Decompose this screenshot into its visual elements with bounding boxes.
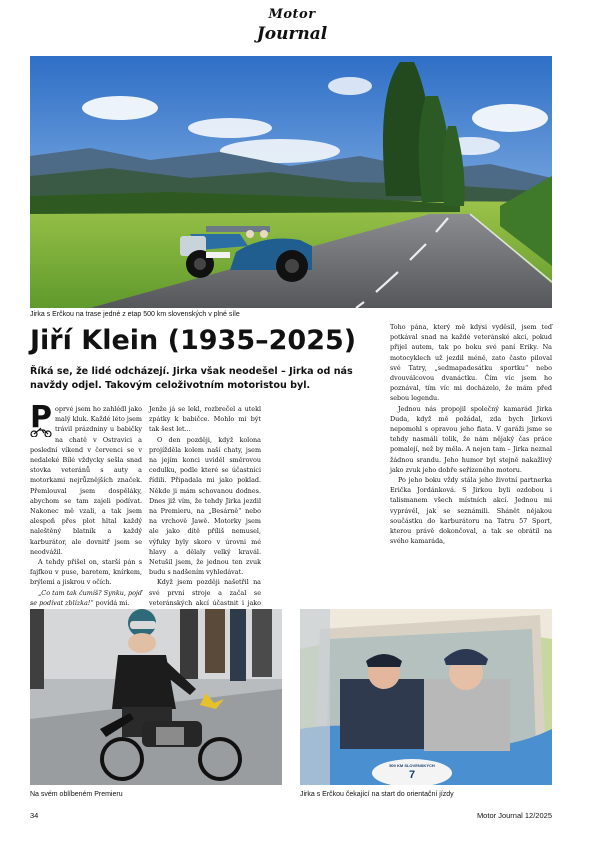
logo-line-1: Motor: [268, 7, 316, 22]
bottom-right-photo: [300, 609, 552, 785]
top-photo-caption: Jirka s Erčkou na trase jedné z etap 500 km slovenských v plné síle: [30, 311, 240, 318]
col2-paragraph: Jenže já se lekl, rozbrečel a utekl zpátky k babičce. Mohlo mi být tak šest let...: [149, 405, 261, 434]
motorcycle-icon: [30, 427, 52, 437]
col2-paragraph: O den později, když kolona projížděla kolem naší chaty, jsem na jejím konci uviděl směrovou cedulku, podle které se účastníci řídili. Připadala mi jako poklad. Někde ji mám schovanou dodnes. Dnes již vím, že tehdy Jirka jezdil na Premieru, na „Besárně“ nebo na vrchově Jawě. Motorky jsem ale jako dítě příliš nemusel, výfuky byly skoro v úrovni mé hlavy a dělaly velký kravál. Netušil jsem, že jednou ten zvuk budu s nadšením vyhledávat.: [149, 435, 261, 577]
rally-plate-text: 500 KM SLOVENSKÝCH: [389, 763, 435, 768]
couple-in-car-illustration: [300, 609, 552, 785]
col1-paragraph: oprvé jsem ho zahlédl jako malý kluk. Každé léto jsem trávil prázdniny u babičky na chatě v Ostravici a poslední víkend v červenci se v nedaleké Bílé vždycky sešla snad stovka veteránů s auty a motorkami nejrůznějších značek. Přemlouval jsem dospěláky, abychom se tam zajeli podívat. Nakonec mě vzali, a tak jsem alespoň přes plot hltal každý naleštěný blatník a každý karburátor, ale dovnitř jsem se neodvážil.: [30, 405, 142, 556]
article-title: Jiří Klein (1935–2025): [30, 325, 357, 356]
article-column-2: [149, 404, 261, 628]
bottom-left-photo: [30, 609, 282, 785]
rider-on-motorcycle-illustration: [30, 609, 282, 785]
logo-line-2: Journal: [256, 24, 328, 44]
top-photo-illustration: [30, 56, 552, 308]
issue-label: Motor Journal 12/2025: [476, 811, 552, 820]
col3-paragraph: Po jeho boku vždy stála jeho životní partnerka Erička Jordánková. S Jirkou byli ozdobou i talismanem všech místních akcí. Jednou mi vyprávěl, jak se seznámili. Shánět nějakou součástku do karburátoru na Tatru 57 Sport, kterou právě dokončoval, a tak se obrátil na svého kamaráda,: [390, 476, 552, 546]
col3-paragraph: Toho pána, který mě kdysi vyděsil, jsem teď potkával snad na každé veteránské akci, pokud přijel autem, tak po boku své paní Eriky. Na motocyklech už jezdil méně, zato často piloval své Tatry, „sedmapadesátku sportku“ nebo dvouválcovou dvanáctku. Čím víc jsem ho poznával, tím víc mi docházelo, že mám před sebou legendu.: [390, 323, 552, 403]
bottom-left-caption: Na svém oblíbeném Premieru: [30, 791, 123, 798]
article-column-1: [30, 400, 142, 608]
dropcap: [30, 400, 52, 439]
top-photo: [30, 56, 552, 308]
bottom-right-caption: Jirka s Erčkou čekající na start do orientační jízdy: [300, 791, 454, 798]
col1-quote-tail: povídá mi.: [93, 598, 130, 607]
dropcap-letter: P: [30, 400, 52, 435]
col2-paragraph: Když jsem později našetřil na své první stroje a začal se veteránských akcí účastnit i jako: [149, 578, 261, 607]
magazine-logo: [252, 8, 332, 52]
col3-paragraph: Jednou nás propojil společný kamarád Jirka Duda, když mě požádal, zda bych Jirkovi nepomohl s opravou jeho fiata. V garáži jsme se tehdy nasmáli tolik, že nám nějaký čas práce pomalejí, než by měla. A nejen tam – Jirka neznal žádnou srandu. Jeho humor byl stejně nakažlivý jako zvuk jeho dobře seřízeného motoru.: [390, 404, 552, 474]
col1-paragraph: A tehdy přišel on, starší pán s fajfkou v puse, baretem, knírkem, brýlemi a jiskrou v očích.: [30, 558, 142, 587]
article-lead: Říká se, že lidé odcházejí. Jirka však neodešel – Jirka od nás navždy odjel. Takovým celoživotním motoristou byl.: [30, 366, 353, 391]
article-column-3: [390, 322, 552, 546]
page-number: 34: [30, 811, 39, 820]
col1-quote: „Co tam tak čumíš? Synku, pojď se podívat zblízka!“: [30, 588, 142, 607]
col1-quote-paragraph: [30, 588, 142, 608]
rally-plate-number: 7: [408, 769, 416, 781]
